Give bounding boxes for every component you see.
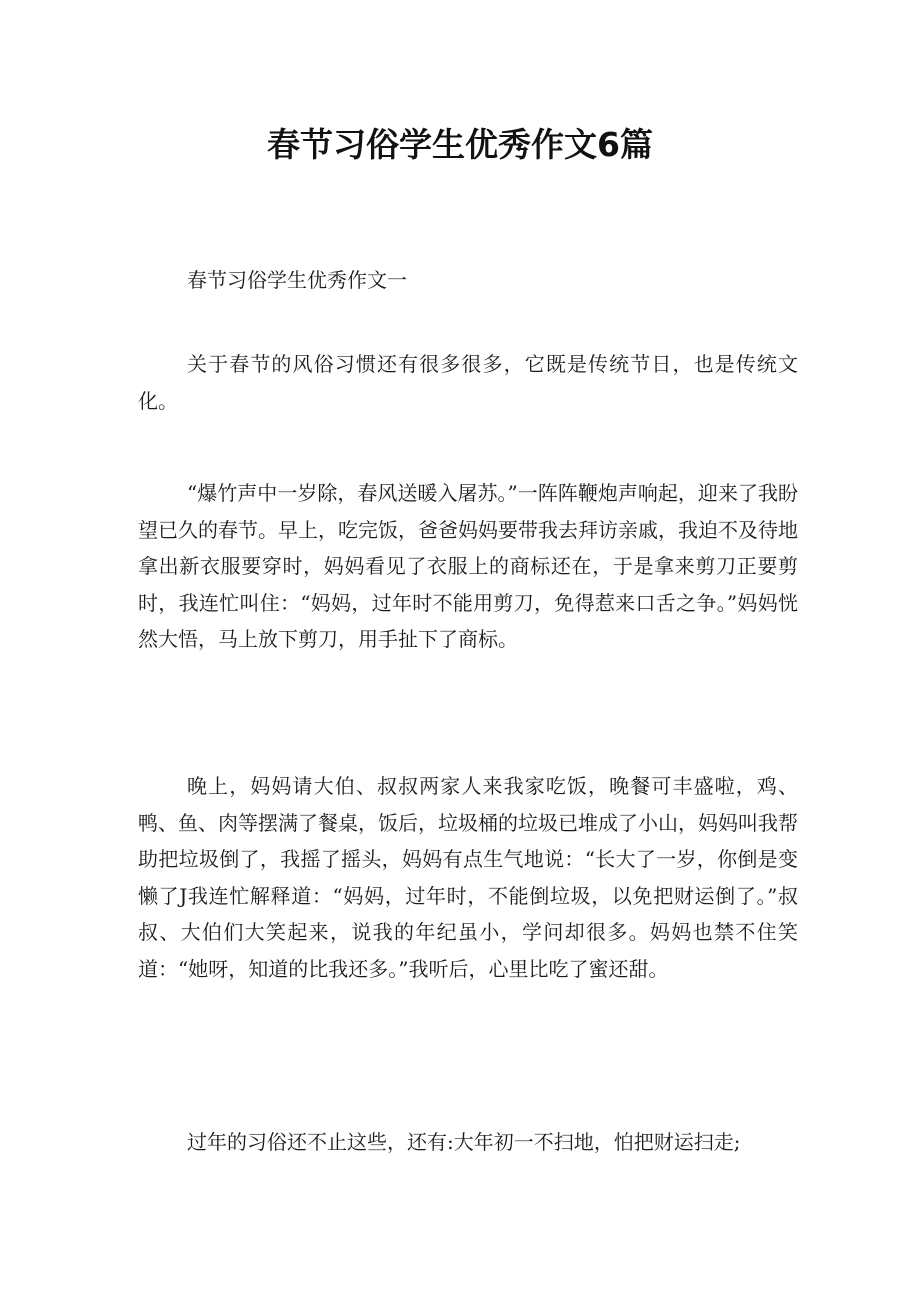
document-title: 春节习俗学生优秀作文6篇 bbox=[267, 125, 653, 164]
paragraph-3: 晚上，妈妈请大伯、叔叔两家人来我家吃饭，晚餐可丰盛啦，鸡、鸭、鱼、肉等摆满了餐桌，饭后，垃圾桶的垃圾已堆成了小山，妈妈叫我帮助把垃圾倒了，我摇了摇头，妈妈有点生气地说：“长大了一岁，你倒是变懒了J我连忙解释道：“妈妈，过年时，不能倒垃圾，以免把财运倒了。”叔叔、大伯们大笑起来，说我的年纪虽小，学问却很多。妈妈也禁不住笑道：“她呀，知道的比我还多。”我听后，心里比吃了蜜还甜。 bbox=[138, 774, 798, 981]
paragraph-1: 关于春节的风俗习惯还有很多很多，它既是传统节日，也是传统文化。 bbox=[138, 352, 798, 413]
paragraph-4: 过年的习俗还不止这些，还有:大年初一不扫地，怕把财运扫走; bbox=[187, 1130, 741, 1154]
paragraph-2: “爆竹声中一岁除，春风送暖入屠苏。”一阵阵鞭炮声响起，迎来了我盼望已久的春节。早上，吃完饭，爸爸妈妈要带我去拜访亲戚，我迫不及待地拿出新衣服要穿时，妈妈看见了衣服上的商标还在，于是拿来剪刀正要剪时，我连忙叫住：“妈妈，过年时不能用剪刀，免得惹来口舌之争。”妈妈恍然大悟，马上放下剪刀，用手扯下了商标。 bbox=[138, 481, 798, 651]
section-heading: 春节习俗学生优秀作文一 bbox=[187, 268, 407, 292]
